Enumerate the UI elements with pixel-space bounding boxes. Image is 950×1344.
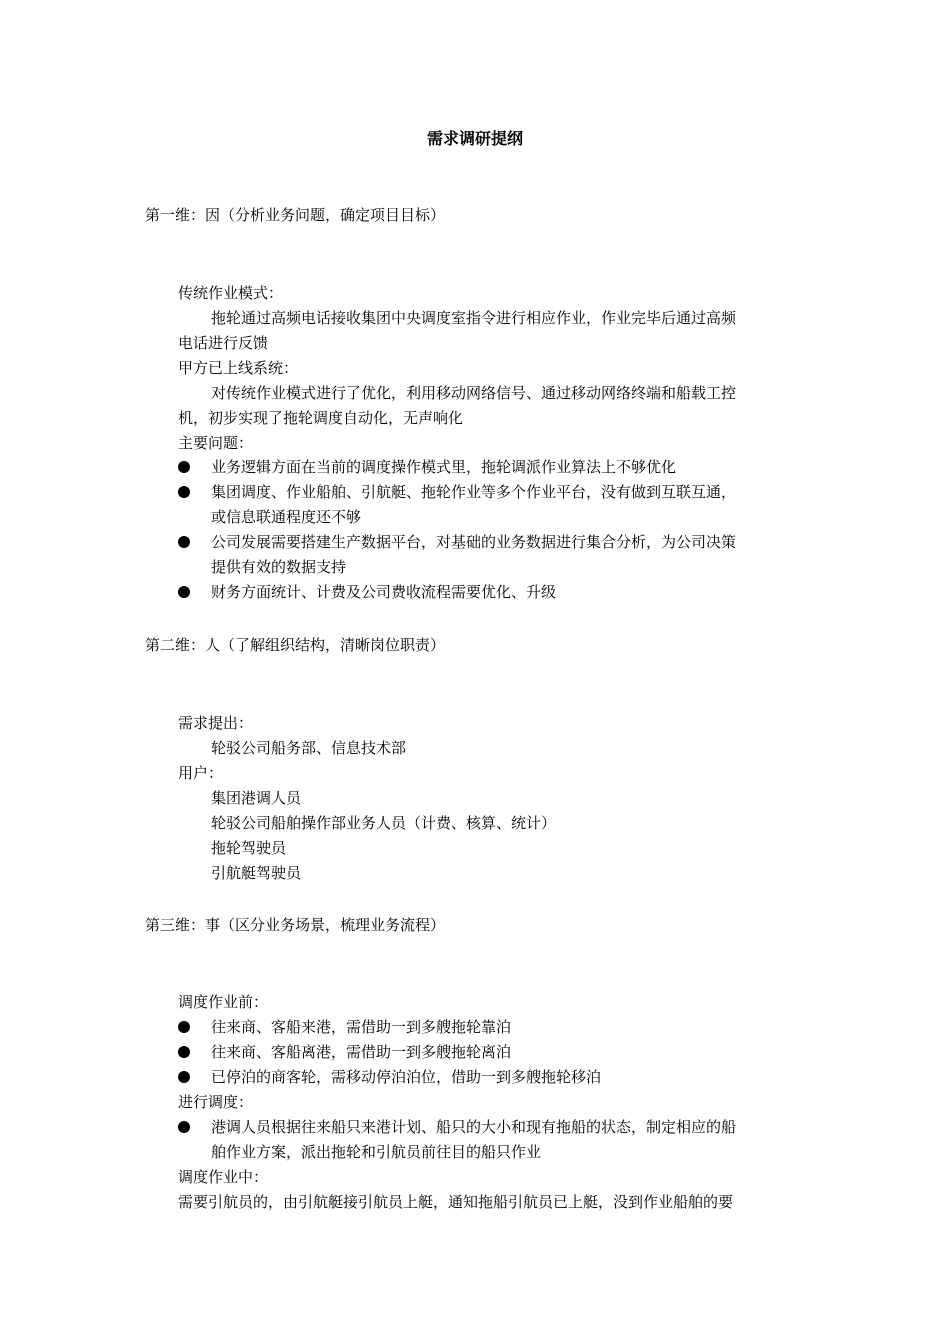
section-heading-2: 第二维：人（了解组织结构，清晰岗位职责）: [145, 636, 446, 654]
bullet-icon: [178, 486, 190, 498]
problem-item-3-line1: 公司发展需要搭建生产数据平台，对基础的业务数据进行集合分析，为公司决策: [211, 533, 737, 551]
problem-item-3-line2: 提供有效的数据支持: [211, 558, 347, 576]
requester-text: 轮驳公司船务部、信息技术部: [211, 739, 407, 757]
document-title: 需求调研提纲: [426, 129, 523, 148]
traditional-mode-text-line2: 电话进行反馈: [178, 334, 269, 352]
user-item: 拖轮驾驶员: [211, 839, 287, 857]
main-problems-label: 主要问题：: [178, 434, 254, 452]
problem-item-1: 业务逻辑方面在当前的调度操作模式里，拖轮调派作业算法上不够优化: [211, 458, 677, 476]
dispatch-label: 进行调度：: [178, 1093, 254, 1111]
before-item-2: 往来商、客船离港，需借助一到多艘拖轮离泊: [211, 1043, 512, 1061]
user-item: 集团港调人员: [211, 789, 302, 807]
section-heading-3: 第三维：事（区分业务场景，梳理业务流程）: [145, 916, 446, 934]
bullet-icon: [178, 586, 190, 598]
bullet-icon: [178, 1121, 190, 1133]
before-item-1: 往来商、客船来港，需借助一到多艘拖轮靠泊: [211, 1018, 512, 1036]
during-dispatch-text: 需要引航员的，由引航艇接引航员上艇，通知拖船引航员已上艇，没到作业船舶的要: [178, 1193, 734, 1211]
bullet-icon: [178, 1046, 190, 1058]
requester-label: 需求提出：: [178, 714, 254, 732]
user-item: 轮驳公司船舶操作部业务人员（计费、核算、统计）: [211, 814, 557, 832]
traditional-mode-text-line1: 拖轮通过高频电话接收集团中央调度室指令进行相应作业，作业完毕后通过高频: [211, 309, 737, 327]
problem-item-2-line1: 集团调度、作业船舶、引航艇、拖轮作业等多个作业平台，没有做到互联互通，: [211, 483, 737, 501]
online-system-text-line2: 机，初步实现了拖轮调度自动化，无声响化: [178, 409, 464, 427]
dispatch-item-line2: 舶作业方案，派出拖轮和引航员前往目的船只作业: [211, 1143, 542, 1161]
bullet-icon: [178, 461, 190, 473]
online-system-label: 甲方已上线系统：: [178, 359, 299, 377]
before-dispatch-label: 调度作业前：: [178, 993, 269, 1011]
during-dispatch-label: 调度作业中：: [178, 1168, 269, 1186]
dispatch-item-line1: 港调人员根据往来船只来港计划、船只的大小和现有拖船的状态，制定相应的船: [211, 1118, 737, 1136]
bullet-icon: [178, 1021, 190, 1033]
before-item-3: 已停泊的商客轮，需移动停泊泊位，借助一到多艘拖轮移泊: [211, 1068, 602, 1086]
online-system-text-line1: 对传统作业模式进行了优化，利用移动网络信号、通过移动网络终端和船载工控: [211, 384, 737, 402]
users-label: 用户：: [178, 764, 224, 782]
traditional-mode-label: 传统作业模式：: [178, 284, 284, 302]
section-heading-1: 第一维：因（分析业务问题，确定项目目标）: [145, 206, 446, 224]
problem-item-2-line2: 或信息联通程度还不够: [211, 508, 362, 526]
user-item: 引航艇驾驶员: [211, 864, 302, 882]
bullet-icon: [178, 1071, 190, 1083]
bullet-icon: [178, 536, 190, 548]
problem-item-4: 财务方面统计、计费及公司费收流程需要优化、升级: [211, 583, 557, 601]
